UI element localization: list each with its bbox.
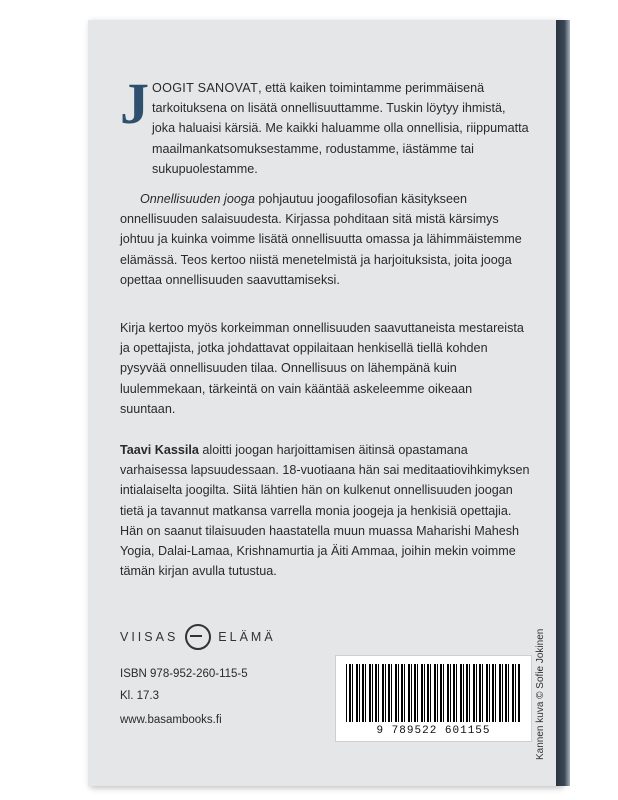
barcode-bars bbox=[346, 664, 521, 722]
isbn-text: ISBN 978-952-260-115-5 bbox=[120, 668, 248, 680]
intro-lead-words: OOGIT SANOVAT bbox=[152, 81, 259, 95]
book-title-inline: Onnellisuuden jooga bbox=[140, 192, 255, 206]
book-spine-edge bbox=[556, 20, 570, 786]
logo-word-right: ELÄMÄ bbox=[218, 630, 276, 644]
description-text: pohjautuu joogafilosofian käsitykseen onnellisuuden salaisuudesta. Kirjassa pohditaan sitä mistä kärsimys johtuu ja kuinka voimme lisätä onnellisuutta omassa ja lähimmäistemme elämässä. Teos kertoo niistä menetelmistä ja harjoituksista, joita jooga opettaa onnellisuuden saavuttamiseksi. bbox=[120, 192, 522, 287]
masters-text: Kirja kertoo myös korkeimman onnellisuuden saavuttaneista mestareista ja opettajista, jotka johdattavat oppilaitaan henkisellä tiellä kohden pysyvää onnellisuuden tilaa. Onnellisuus on lähempänä kuin luulemmekaan, tärkeintä on vain kääntää askeleemme oikeaan suuntaan. bbox=[120, 321, 524, 416]
website-text: www.basambooks.fi bbox=[120, 714, 222, 726]
barcode-number: 9 789522 601155 bbox=[376, 725, 491, 737]
photo-credit: Kannen kuva © Sofie Jokinen bbox=[535, 628, 546, 760]
publisher-logo bbox=[120, 624, 276, 650]
isbn-barcode bbox=[335, 655, 532, 742]
paragraph-masters bbox=[120, 318, 530, 419]
logo-circle-icon bbox=[185, 624, 211, 650]
intro-text: , että kaiken toimintamme perimmäisenä tarkoituksena on lisätä onnellisuuttamme. Tuskin löytyy ihmistä, joka haluaisi kärsiä. Me kaikki haluamme olla onnellisia, riippumatta maailmankatsomuksestamme, rodustamme, iästämme tai sukupuolestamme. bbox=[152, 81, 529, 176]
classification-text: Kl. 17.3 bbox=[120, 690, 159, 702]
author-bio-text: aloitti joogan harjoittamisen äitinsä opastamana varhaisessa lapsuudessaan. 18-vuotiaana hän sai meditaatiovihkimyksen intialaiselta joogilta. Siitä lähtien hän on kulkenut onnellisuuden joogan tietä ja tavannut matkansa varrella monia joogeja ja henkisiä opettajia. Hän on saanut tilaisuuden haastatella muun muassa Maharishi Mahesh Yogia, Dalai-Lamaa, Krishnamurtia ja Äiti Ammaa, joihin mekin voimme tämän kirjan avulla tutustua. bbox=[120, 443, 530, 579]
paragraph-intro-first-lines bbox=[152, 78, 530, 179]
paragraph-author-bio bbox=[120, 440, 530, 581]
logo-word-left: VIISAS bbox=[120, 630, 179, 644]
drop-cap-letter: J bbox=[120, 71, 149, 136]
paragraph-book-description bbox=[120, 189, 530, 290]
author-name: Taavi Kassila bbox=[120, 443, 199, 457]
